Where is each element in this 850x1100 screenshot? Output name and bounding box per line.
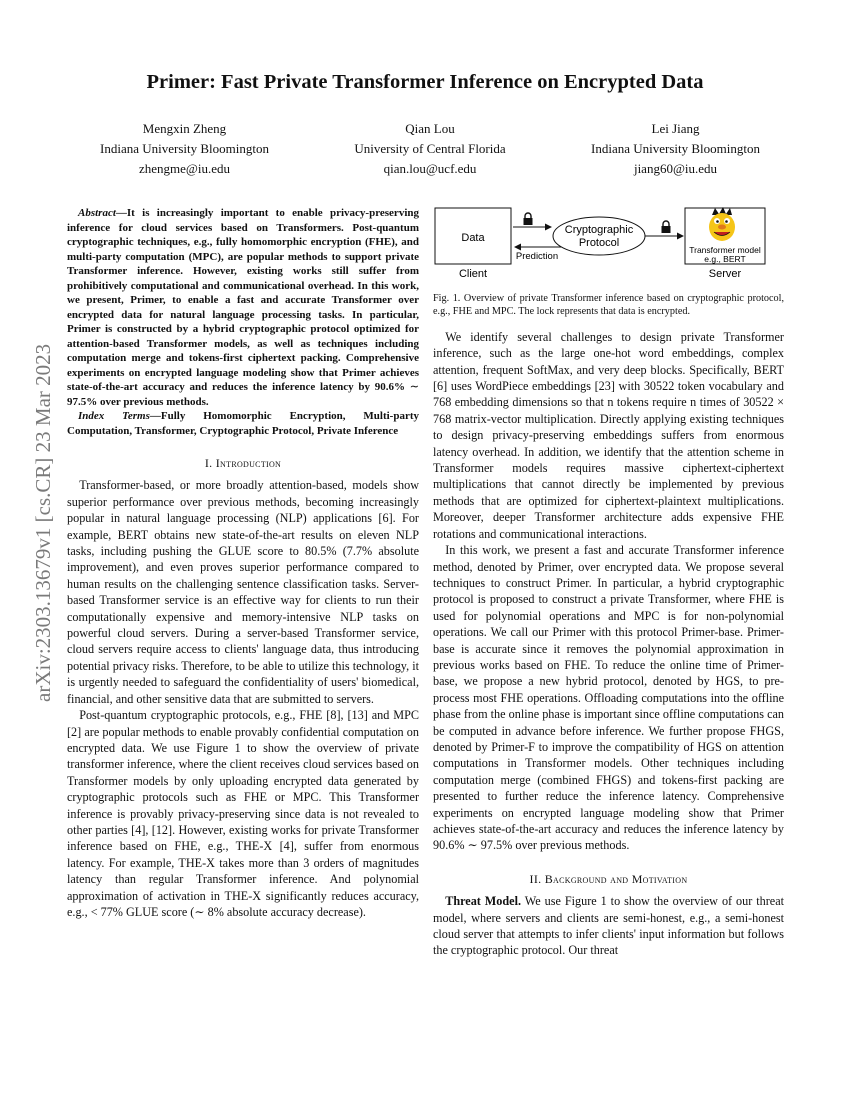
abstract-label: Abstract: [78, 207, 116, 219]
author-name: Mengxin Zheng: [142, 121, 227, 136]
section-heading-background: II. Background and Motivation: [529, 871, 688, 886]
author-2: [354, 119, 505, 179]
lock-icon: [524, 213, 533, 225]
abstract-text: —It is increasingly important to enable privacy-preserving inference for cloud services based on Transformers. Post-quantum cryptographic techniques, e.g., fully homomorphic encryption (FHE), and multi-party computation (MPC), are popular methods to support private Transformer inference. However, existing works still suffer from prohibitively computational and communicational overhead. In this work, we present, Primer, to enable a fast and accurate Transformer over encrypted data for natural language processing tasks. In particular, Primer is constructed by a hybrid cryptographic protocol optimized for attention-based Transformer models, as well as techniques including computation merge and tokens-first ciphertext packing. Comprehensive experiments on encrypted language modeling show that Primer achieves state-of-the-art accuracy and reduces the inference latency by 90.6% ∼ 97.5% over previous methods.: [67, 207, 419, 408]
abstract: [67, 206, 419, 409]
protocol-label-line1: Cryptographic: [564, 224, 634, 236]
protocol-ellipse: [553, 217, 645, 255]
author-affiliation: Indiana University Bloomington: [100, 141, 269, 156]
author-name: Lei Jiang: [651, 121, 700, 136]
lock-icon: [662, 221, 671, 233]
intro-paragraph-1: Transformer-based, or more broadly attention-based, models show superior performance over previous methods, becoming increasingly popular in natural language processing (NLP) applications [6]. For example, BERT obtains new state-of-the-art results on eleven NLP tasks, including pushing the GLUE score to 80.5% (7.7% absolute improvement), and even proves superior performance compared to human results on the challenging sentence classification tasks. Server-based Transformer service is an effective way for clients to run their computationally expensive and memory-intensive NLP tasks on powerful cloud servers. During a server-based Transformer service, cloud servers require access to clients' language data, thus introducing potential privacy risks. Therefore, to be able to utilize this technology, it is urgently needed to safeguard the confidentiality of users' biomedical, financial, and other sensitive data that are submitted to servers.: [67, 478, 419, 706]
paper-title: Primer: Fast Private Transformer Inference on Encrypted Data: [146, 71, 704, 93]
author-3: [591, 119, 760, 179]
threat-model-label: Threat Model.: [445, 894, 522, 909]
server-label: Server: [708, 268, 742, 280]
figure-1: [433, 206, 784, 286]
right-paragraph-1: We identify several challenges to design private Transformer inference, such as the large one-hot word embeddings, complex attention, frequent SoftMax, and very deep blocks. Specifically, BERT [6] uses WordPiece embeddings [23] with 30522 token vocabulary and 768 embedding dimensions so that n tokens require n times of 30522 × 768 matrix-vector multiplication. Directly applying existing techniques to design privacy-preserving embeddings suffers from enormous latency overhead. In addition, we identify that the attention scheme in Transformer models requires massive ciphertext-ciphertext multiplications that cannot directly be implemented by previous methods that are optimized for ciphertext-plaintext multiplications. Moreover, deeper Transformer architecture adds expensive FHE rotations and communicational interactions.: [433, 329, 784, 541]
index-terms-label: Index Terms: [78, 410, 150, 422]
left-column: [67, 206, 419, 920]
threat-model-text: We use Figure 1 to show the overview of our threat model, where servers and clients are semi-honest, e.g., a semi-honest cloud server that attempts to infer clients' input information but follows the cryptographic protocol. Our threat: [433, 894, 784, 958]
model-label-line2: e.g., BERT: [704, 254, 746, 264]
intro-paragraph-2: Post-quantum cryptographic protocols, e.g., FHE [8], [13] and MPC [2] are popular methods to enable provably confidential computation on encrypted data. We use Figure 1 to show the overview of private transformer inference, where the client receives cloud services based on Transformer models by only uploading encrypted data generated by cryptographic protocols such as FHE or MPC. This Transformer inference is provably privacy-preserving since data is not revealed to other parties [4], [12]. However, existing works for private Transformer inference based on FHE, e.g., THE-X [4], suffer from enormous latency. For example, THE-X takes more than 3 orders of magnitudes latency than regular Transformer inference. And polynomial approximation of activation in THE-X significantly reduces accuracy, e.g., < 77% GLUE score (∼ 8% absolute accuracy decrease).: [67, 708, 419, 919]
author-email: qian.lou@ucf.edu: [383, 161, 477, 176]
author-affiliation: Indiana University Bloomington: [591, 141, 760, 156]
model-label-line1: Transformer model: [689, 245, 761, 255]
client-label: Client: [458, 268, 488, 280]
prediction-label: Prediction: [515, 251, 559, 262]
author-email: zhengme@iu.edu: [138, 161, 230, 176]
author-1: [100, 119, 269, 179]
figure-1-caption: Fig. 1. Overview of private Transformer inference based on cryptographic protocol, e.g., FHE and MPC. The lock represents that data is encrypted.: [433, 293, 784, 318]
author-block: [100, 119, 760, 179]
protocol-label-line2: Protocol: [578, 237, 620, 249]
right-paragraph-2: In this work, we present a fast and accurate Transformer inference method, denoted by Primer, over encrypted data. We propose several techniques to construct Primer. In particular, a hybrid cryptographic protocol is proposed to construct a private Transformer, where FHE is used for polynomial operations and MPC is for non-polynomial operations. We call our Primer with this protocol Primer-base. Primer-base is accurate since it removes the polynomial approximation in previous works based on FHE. To reduce the online time of Primer-base, we propose a new hybrid protocol, denoted by HGS, to pre-process most FHE operations. Offloading computations into the offline phase from the online phase is important since offline computations can be computed in advance before inference. We further propose FHGS, denoted by Primer-F to improve the compatibility of HGS on attention computations in Transformer models. Other techniques including computation merge (combined FHGS) and tokens-first packing are presented to further reduce the inference latency. Comprehensive experiments on encrypted language modeling show that Primer achieves state-of-the-art accuracy and reduces the inference latency by 90.6% ∼ 97.5% over previous methods.: [433, 543, 784, 853]
section-heading-introduction: I. Introduction: [204, 456, 282, 470]
arxiv-stamp: [22, 290, 60, 710]
right-column: [433, 206, 784, 959]
index-terms-text: —Fully Homomorphic Encryption, Multi-party Computation, Transformer, Cryptographic Protocol, Private Inference: [67, 410, 419, 437]
author-name: Qian Lou: [405, 121, 455, 136]
index-terms: [67, 409, 419, 438]
author-email: jiang60@iu.edu: [633, 161, 718, 176]
data-label: Data: [461, 232, 485, 244]
threat-model-paragraph: [433, 893, 784, 959]
author-affiliation: University of Central Florida: [354, 141, 506, 156]
arxiv-stamp-text: arXiv:2303.13679v1 [cs.CR] 23 Mar 2023: [31, 343, 55, 702]
